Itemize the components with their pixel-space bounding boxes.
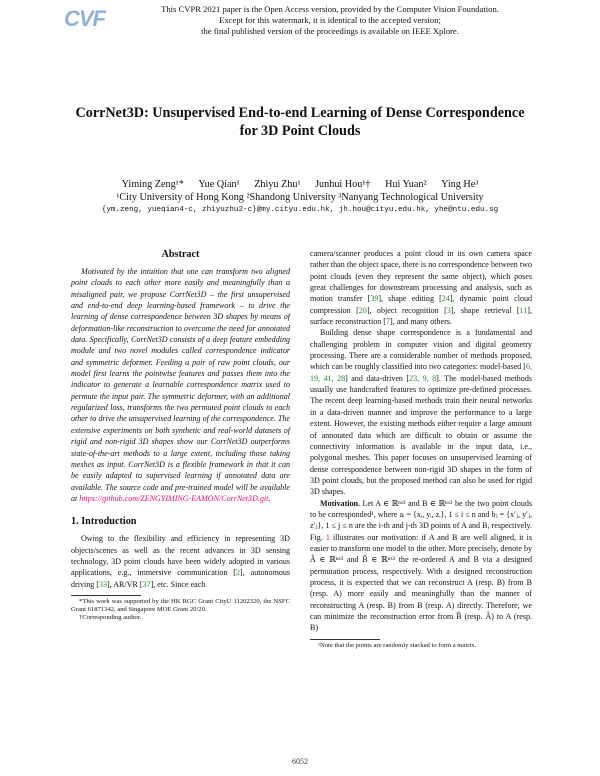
text-run: Owing to the flexibility and efficiency in representing 3D objects/scenes as well as the recent advances in 3D sensing technology, 3D point clouds have been widely adopted in various applications, e.g., immersive communication [ <box>71 534 290 578</box>
watermark-line: This CVPR 2021 paper is the Open Access version, provided by the Computer Vision Foundation. <box>161 4 499 14</box>
text-run: ] and data-driven [ <box>345 373 410 383</box>
text-run: ], dynamic point cloud compression [ <box>310 294 533 315</box>
citation-link[interactable]: 33 <box>98 579 107 589</box>
abstract-heading: Abstract <box>161 249 200 260</box>
footnote: *This work was supported by the HK RGC Grant CityU 11202320, the NSFC Grant 61871342, and Singapore MOE Grant 20/20. <box>71 597 290 614</box>
watermark-line: Except for this watermark, it is identical to the accepted version; <box>219 15 441 25</box>
citation-link[interactable]: 23, 9, 8 <box>409 373 437 383</box>
footnote-rule <box>71 595 141 596</box>
body-paragraph <box>310 327 532 497</box>
citation-link[interactable]: 20 <box>358 305 367 315</box>
text-run: Building dense shape correspondence is a fundamental and challenging problem in computer vision and digital geometry processing. There are a considerable number of methods proposed, which can be roughly classified into two categories: model-based [ <box>310 328 532 372</box>
footnote-rule <box>310 639 380 640</box>
citation-link[interactable]: 2 <box>236 568 241 578</box>
title-line: CorrNet3D: Unsupervised End-to-end Learning of Dense Correspondence <box>75 105 525 121</box>
citation-link[interactable]: 6, 19, 41, 28 <box>310 362 532 383</box>
right-column <box>310 248 532 650</box>
page-number: 6052 <box>292 757 308 766</box>
footnote: †Corresponding author. <box>79 614 142 622</box>
watermark-text <box>150 4 510 37</box>
abstract-text <box>71 266 290 504</box>
author-name: Yiming Zeng¹* <box>121 179 184 190</box>
author-name: Ying He³ <box>441 179 479 190</box>
motivation-label: Motivation. <box>320 498 361 508</box>
abstract-end: . <box>268 493 271 503</box>
text-run: illustrates our motivation: if A and B are well aligned, it is easier to transform one model to the other. More precisely, denote by Â ∈ ℝⁿˣ³ and B̂ ∈ ℝⁿˣ³ the re-ordered A and B via a designed permutation process, respectively. With a designed reconstruction process, it is expected that we can reconstruct A (resp. B) from B (resp. A) more easily and meaningfully than the manner of reconstructing A (resp. B) from B (resp. A) directly. Therefore, we can minimize the reconstruction error from B̂ (resp. Â) to A (resp. B) <box>310 532 532 633</box>
citation-link[interactable]: 11 <box>519 305 528 315</box>
text-run: ], AR/VR [ <box>106 579 143 589</box>
author-name: Hui Yuan² <box>385 179 427 190</box>
citation-link[interactable]: 37 <box>142 579 151 589</box>
footnote: ¹Note that the points are randomly stacked to form a matrix. <box>318 641 477 649</box>
text-run: ], and many others. <box>390 317 452 327</box>
watermark-line: the final published version of the proceedings is available on IEEE Xplore. <box>201 26 459 36</box>
text-run: Let A ∈ ℝⁿˣ³ and B ∈ ℝⁿˣ³ be the two point clouds to be corresponded¹, where aᵢ = {xᵢ, yᵢ, zᵢ}, 1 ≤ i ≤ n and bⱼ = {x′ⱼ, y′ⱼ, z′ⱼ}, 1 ≤ j ≤ n are the i-th and j-th 3D points of A and B, respectively. Fig. <box>310 498 532 542</box>
text-run: ], autonomous driving [ <box>71 568 291 589</box>
author-name: Zhiyu Zhu¹ <box>254 179 301 190</box>
cvf-logo: CVF <box>64 6 105 31</box>
intro-paragraph <box>71 533 290 590</box>
citation-link[interactable]: 39 <box>370 294 379 304</box>
affiliations: ¹City University of Hong Kong ²Shandong University ³Nanyang Technological University <box>116 192 484 203</box>
author-name: Yue Qian¹ <box>198 179 240 190</box>
watermark-banner <box>0 2 600 40</box>
author-block <box>40 178 560 217</box>
citation-link[interactable]: 7 <box>385 317 390 327</box>
author-emails: {ym.zeng, yueqian4-c, zhiyuzhu2-c}@my.cityu.edu.hk, jh.hou@cityu.edu.hk, yhe@ntu.edu.sg <box>101 206 499 214</box>
text-run: ], surface reconstruction [ <box>310 305 532 327</box>
left-column <box>71 248 290 623</box>
author-name: Junhui Hou¹† <box>315 179 371 190</box>
text-run: ], object recognition [ <box>366 305 447 315</box>
text-run: ]. The model-based methods usually use handcrafted features to optimize pre-defined processes. The recent deep learning-based methods train their neural networks in a data-driven manner and improve the performance to a large extent. However, the existing methods either require a large amount of annotated data which are difficult to obtain or assume the connectivity information is available in the input data, i.e., polygonal meshes. This paper focuses on unsupervised learning of dense correspondence between non-rigid 3D shapes in the form of 3D point clouds, but the proposed method can also be used for rigid 3D shapes. <box>310 373 532 497</box>
text-run: ], shape editing [ <box>378 294 442 304</box>
author-names <box>40 178 560 191</box>
citation-link[interactable]: 24 <box>441 294 450 304</box>
text-run: camera/scanner produces a point cloud in its own camera space rather than the object space, there is no correspondence between two point clouds (even they represent the same object), which poses great challenges for downstream processing and analysis, such as motion transfer [ <box>310 249 532 304</box>
text-run: ], shape retrieval [ <box>450 305 520 315</box>
title-line: for 3D Point Clouds <box>239 123 361 139</box>
code-link[interactable]: https://github.com/ZENGYIMING-EAMON/CorrNet3D.git <box>79 493 269 503</box>
citation-link[interactable]: 3 <box>446 305 451 315</box>
intro-paragraph-continued <box>310 248 532 327</box>
paper-title <box>40 104 560 140</box>
text-run: ], etc. Since each <box>150 579 206 589</box>
section-heading-introduction: 1. Introduction <box>71 516 137 528</box>
abstract-body: Motivated by the intuition that one can transform two aligned point clouds to each other more easily and meaningfully than a misaligned pair, we propose CorrNet3D – the first unsupervised and end-to-end deep learning-based framework – to drive the learning of dense correspondence between 3D shapes by means of deformation-like reconstruction to overcome the need for annotated data. Specifically, CorrNet3D consists of a deep feature embedding module and two novel modules called correspondence indicator and symmetric deformer. Feeding a pair of raw point clouds, our model first learns the pointwise features and passes them into the indicator to generate a learnable correspondence matrix used to permute the input pair. The symmetric deformer, with an additional regularized loss, transforms the two permuted point clouds to each other to drive the unsupervised learning of the correspondence. The extensive experiments on both synthetic and real-world datasets of rigid and non-rigid 3D shapes show our CorrNet3D outperforms state-of-the-art methods to a large extent, including those taking meshes as input. CorrNet3D is a flexible framework in that it can be easily adapted to supervised learning if annotated data are available. The source code and pre-trained model will be available at <box>71 267 290 503</box>
figure-link[interactable]: 1 <box>325 532 330 542</box>
motivation-paragraph <box>310 498 532 634</box>
